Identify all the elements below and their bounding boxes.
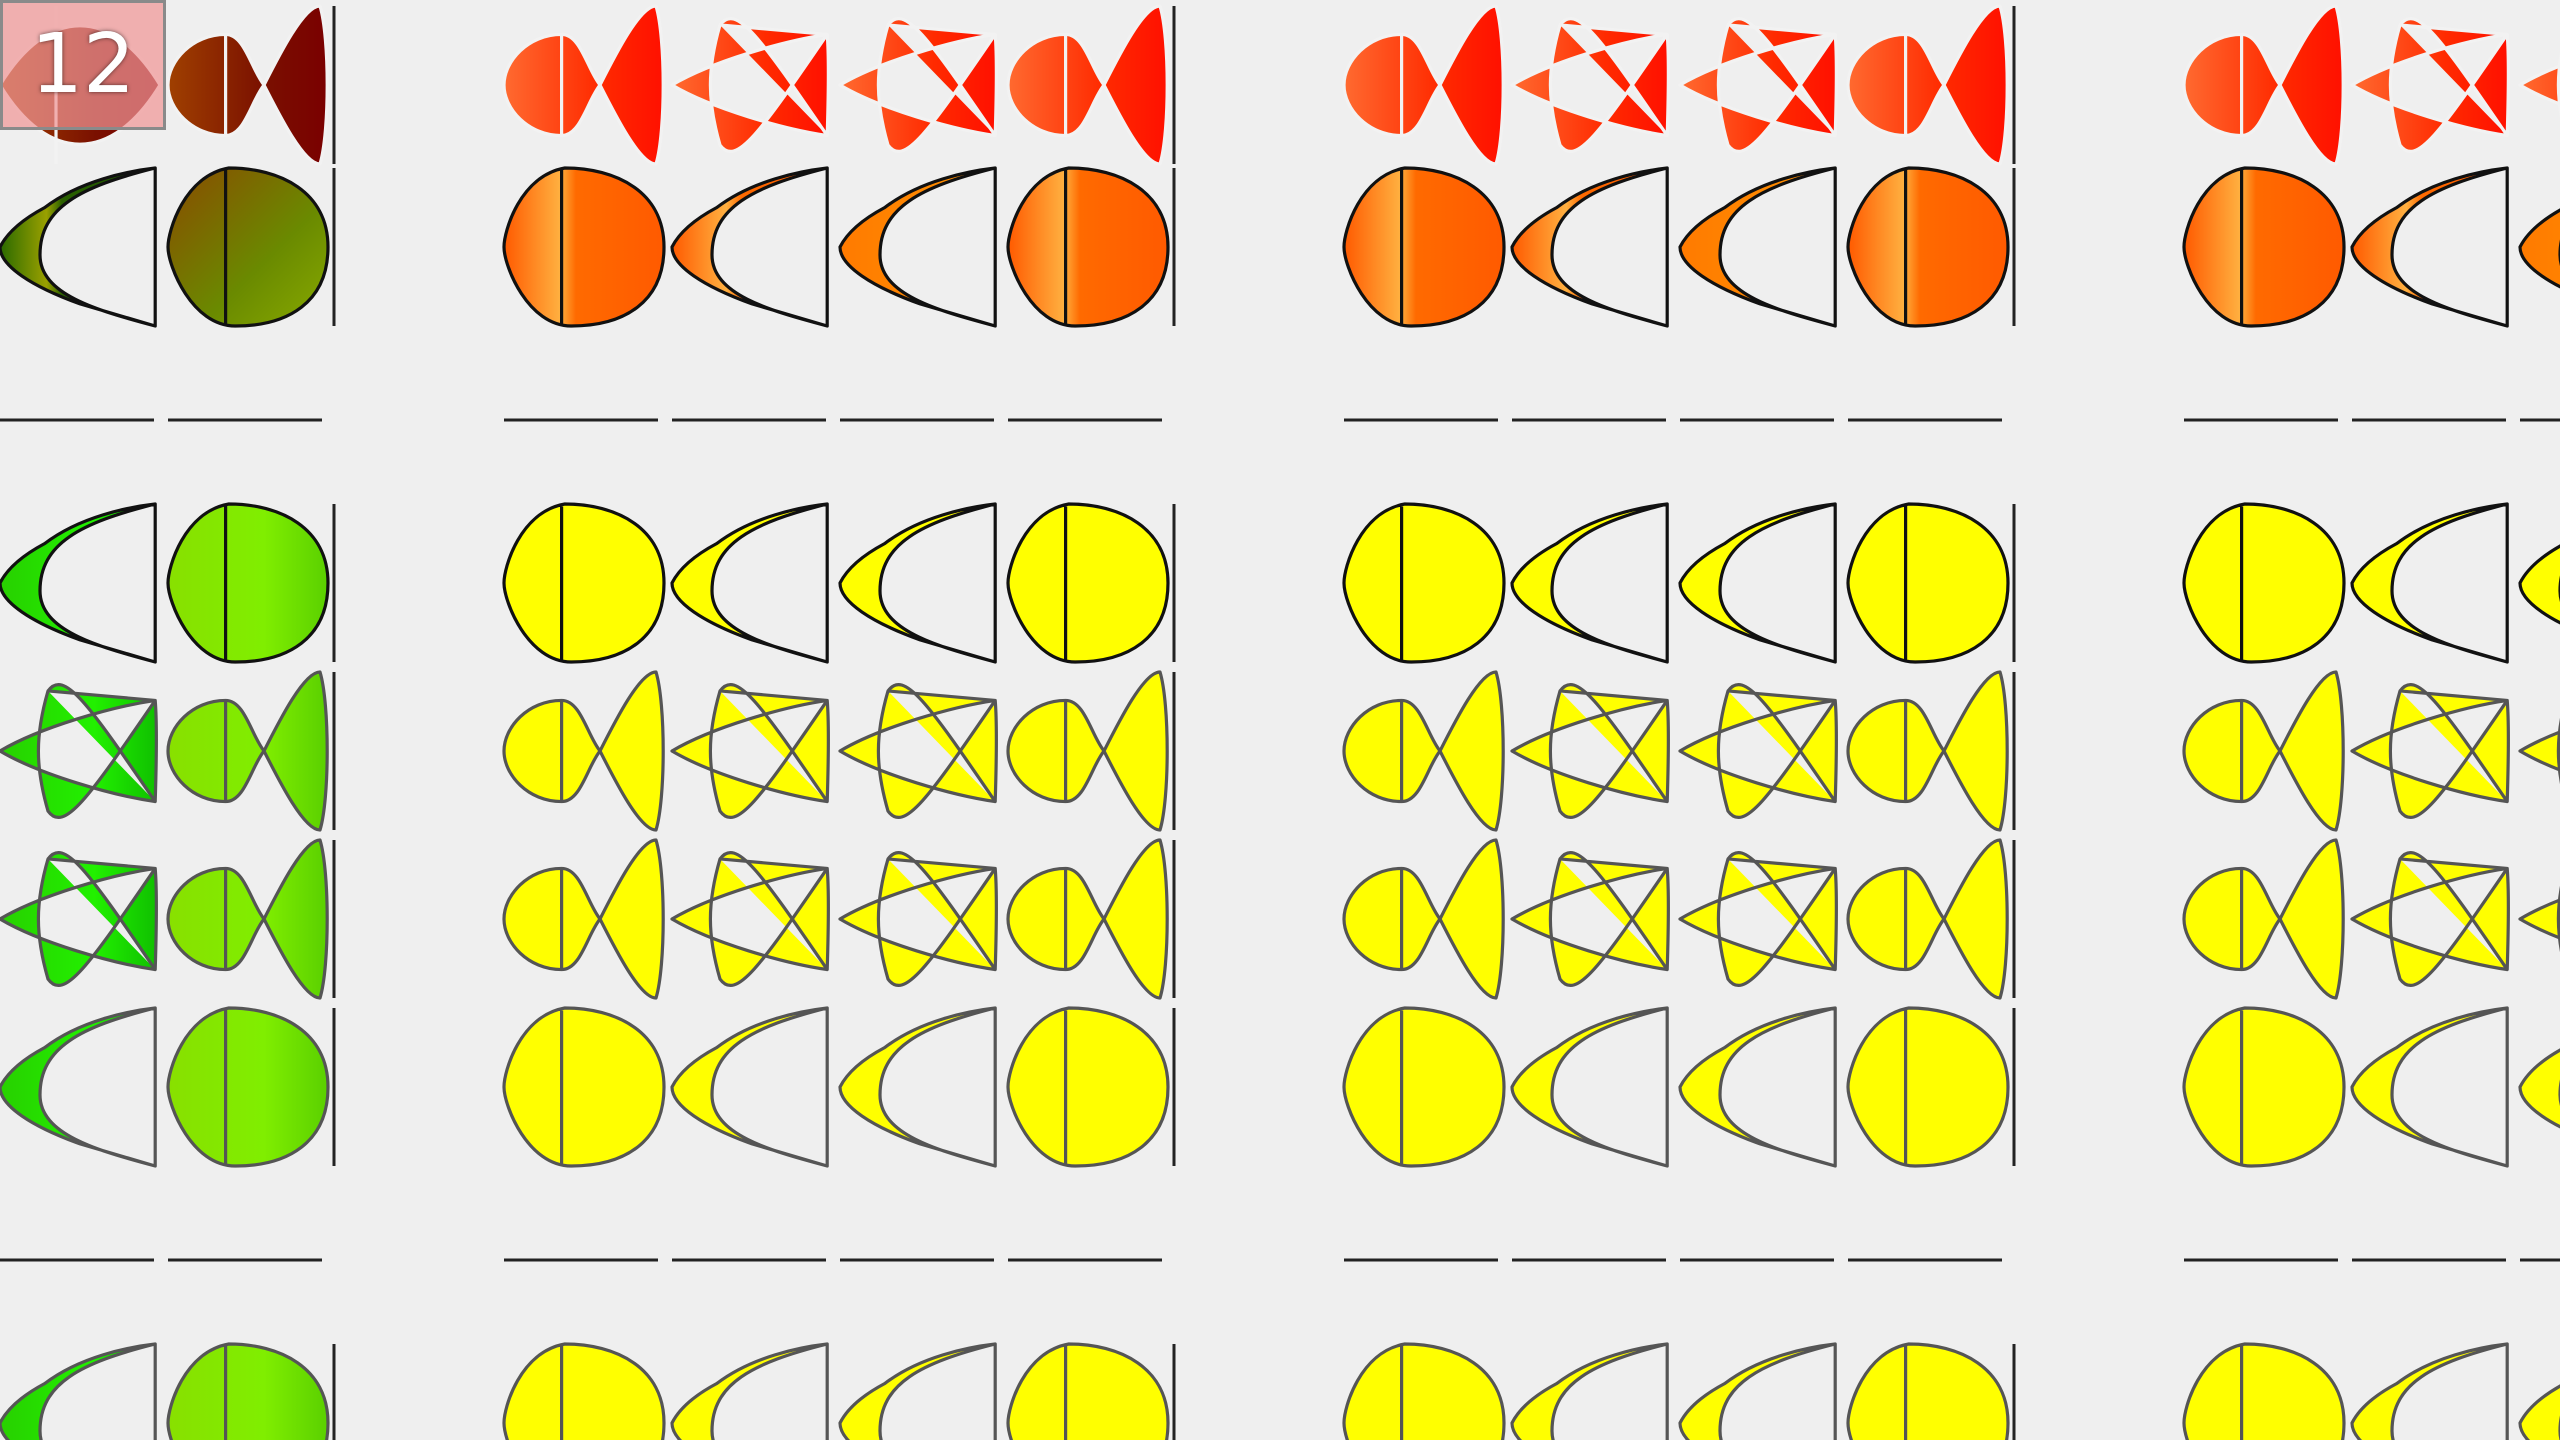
star-shape xyxy=(2520,853,2560,986)
trefoil-shape xyxy=(1512,19,1668,152)
wedge-shape xyxy=(0,1008,155,1166)
bowtie-shape xyxy=(168,672,327,830)
blob-shape xyxy=(1848,1344,2008,1440)
bowtie-shape xyxy=(1008,6,1167,164)
wedge-shape xyxy=(2520,504,2560,662)
blob-shape xyxy=(168,1344,328,1440)
trefoil-shape xyxy=(1680,19,1836,152)
bowtie-shape xyxy=(504,6,663,164)
bowtie-shape xyxy=(1008,840,1167,998)
bowtie-shape xyxy=(1848,672,2007,830)
slide-number-badge: 12 xyxy=(0,0,166,130)
blob-shape xyxy=(2184,1008,2344,1166)
blob-shape xyxy=(1848,504,2008,662)
blob-shape xyxy=(504,1344,664,1440)
wedge-shape xyxy=(2352,1008,2507,1166)
bowtie-shape xyxy=(1848,6,2007,164)
wedge-shape xyxy=(672,504,827,662)
blob-shape xyxy=(1008,168,1168,326)
bowtie-shape xyxy=(1848,840,2007,998)
star-shape xyxy=(672,685,828,818)
wedge-shape xyxy=(0,1344,155,1440)
star-shape xyxy=(1680,853,1836,986)
blob-shape xyxy=(2184,1344,2344,1440)
wedge-shape xyxy=(2520,1008,2560,1166)
blob-shape xyxy=(504,504,664,662)
blob-shape xyxy=(504,168,664,326)
bowtie-shape xyxy=(504,672,663,830)
bowtie-shape xyxy=(1344,840,1503,998)
star-shape xyxy=(672,853,828,986)
wedge-shape xyxy=(2520,168,2560,326)
wedge-shape xyxy=(840,504,995,662)
blob-shape xyxy=(1344,504,1504,662)
wedge-shape xyxy=(1680,1008,1835,1166)
trefoil-shape xyxy=(2520,19,2560,152)
wedge-shape xyxy=(672,1344,827,1440)
blob-shape xyxy=(1848,168,2008,326)
wedge-shape xyxy=(672,168,827,326)
star-shape xyxy=(2352,853,2508,986)
bowtie-shape xyxy=(2184,840,2343,998)
blob-shape xyxy=(1344,1008,1504,1166)
star-shape xyxy=(840,853,996,986)
blob-shape xyxy=(168,1008,328,1166)
star-shape xyxy=(2352,685,2508,818)
star-shape xyxy=(840,685,996,818)
blob-shape xyxy=(1344,168,1504,326)
blob-shape xyxy=(1848,1008,2008,1166)
star-shape xyxy=(0,685,156,818)
wedge-shape xyxy=(2520,1344,2560,1440)
wedge-shape xyxy=(0,504,155,662)
star-shape xyxy=(1680,685,1836,818)
trefoil-shape xyxy=(840,19,996,152)
wedge-shape xyxy=(2352,504,2507,662)
blob-shape xyxy=(168,504,328,662)
bowtie-shape xyxy=(1008,672,1167,830)
wedge-shape xyxy=(840,168,995,326)
wedge-shape xyxy=(1680,168,1835,326)
trefoil-shape xyxy=(2352,19,2508,152)
bowtie-shape xyxy=(168,6,327,164)
blob-shape xyxy=(2184,504,2344,662)
blob-shape xyxy=(1344,1344,1504,1440)
wedge-shape xyxy=(0,168,155,326)
wedge-shape xyxy=(840,1008,995,1166)
bowtie-shape xyxy=(2184,672,2343,830)
wedge-shape xyxy=(672,1008,827,1166)
shape-grid xyxy=(0,6,2560,1440)
star-shape xyxy=(0,853,156,986)
wedge-shape xyxy=(2352,1344,2507,1440)
wedge-shape xyxy=(1680,1344,1835,1440)
blob-shape xyxy=(168,168,328,326)
wedge-shape xyxy=(2352,168,2507,326)
blob-shape xyxy=(504,1008,664,1166)
wedge-shape xyxy=(1512,168,1667,326)
star-shape xyxy=(1512,853,1668,986)
blob-shape xyxy=(1008,1008,1168,1166)
wedge-shape xyxy=(840,1344,995,1440)
star-shape xyxy=(2520,685,2560,818)
bowtie-shape xyxy=(504,840,663,998)
wedge-shape xyxy=(1512,1008,1667,1166)
star-shape xyxy=(1512,685,1668,818)
wedge-shape xyxy=(1680,504,1835,662)
bowtie-shape xyxy=(168,840,327,998)
trefoil-shape xyxy=(672,19,828,152)
bowtie-shape xyxy=(1344,672,1503,830)
bowtie-shape xyxy=(2184,6,2343,164)
wedge-shape xyxy=(1512,504,1667,662)
blob-shape xyxy=(2184,168,2344,326)
blob-shape xyxy=(1008,504,1168,662)
wedge-shape xyxy=(1512,1344,1667,1440)
blob-shape xyxy=(1008,1344,1168,1440)
bowtie-shape xyxy=(1344,6,1503,164)
